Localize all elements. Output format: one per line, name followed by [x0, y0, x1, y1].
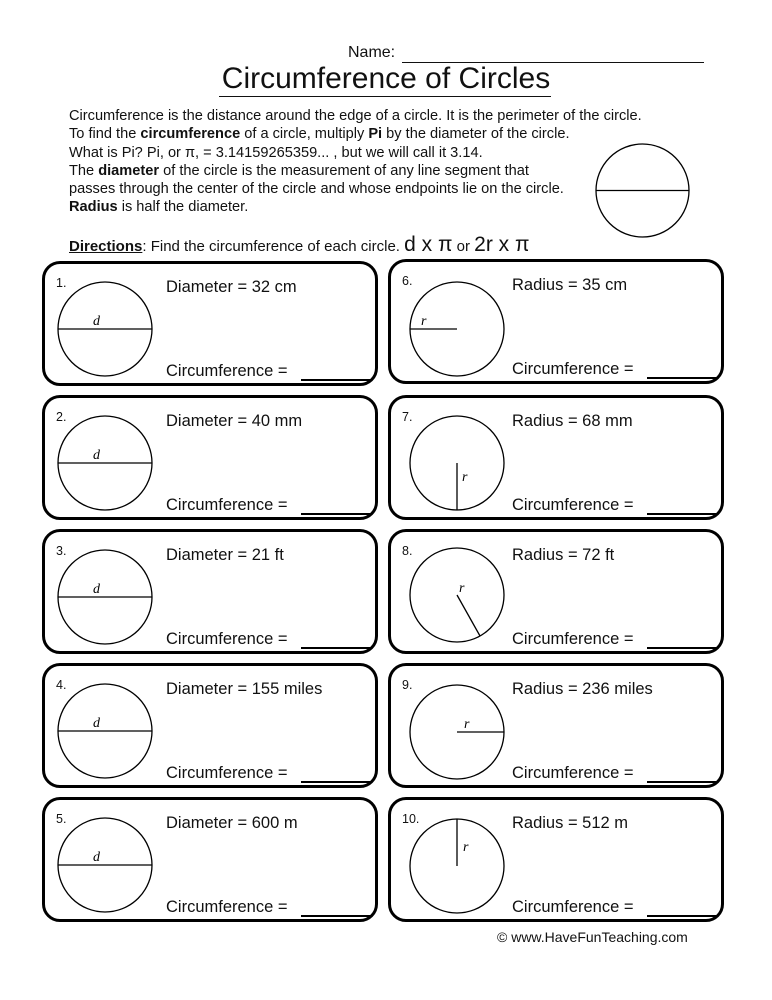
formula-diameter: d x π	[404, 233, 453, 256]
answer-blank[interactable]	[647, 377, 718, 379]
problem-measure: Diameter = 21 ft	[166, 546, 284, 564]
problem-measure: Radius = 35 cm	[512, 276, 628, 294]
problem-number: 3.	[56, 544, 67, 558]
answer-blank[interactable]	[301, 513, 372, 515]
problem-box-2	[42, 395, 378, 520]
intro-line-2-a: To find the	[69, 126, 141, 143]
answer-blank[interactable]	[647, 781, 718, 783]
intro-line-4-a: The	[69, 162, 99, 179]
radius-label: r	[459, 581, 465, 596]
intro-term-diameter: diameter	[98, 162, 160, 179]
problem-box-8	[388, 529, 724, 654]
formula-or: or	[456, 238, 470, 255]
problem-number: 8.	[402, 544, 413, 558]
problem-number: 4.	[56, 678, 67, 692]
radius-label: r	[421, 314, 427, 329]
circumference-label: Circumference =	[166, 898, 288, 916]
problem-box-7	[388, 395, 724, 520]
intro-line-3: What is Pi? Pi, or π, = 3.14159265359... , but we will call it 3.14.	[69, 144, 483, 161]
circumference-label: Circumference =	[512, 496, 634, 514]
problem-number: 5.	[56, 812, 67, 826]
circumference-label: Circumference =	[166, 764, 288, 782]
answer-blank[interactable]	[647, 915, 718, 917]
answer-blank[interactable]	[301, 647, 372, 649]
page-title: Circumference of Circles	[221, 62, 551, 95]
diameter-label: d	[93, 716, 100, 731]
problem-box-4	[42, 663, 378, 788]
directions-label: Directions	[69, 238, 143, 255]
problem-number: 6.	[402, 274, 413, 288]
example-circle-diagram	[595, 143, 690, 238]
answer-blank[interactable]	[301, 379, 372, 381]
intro-line-2-e: by the diameter of the circle.	[382, 126, 570, 143]
diameter-label: d	[93, 582, 100, 597]
problem-number: 1.	[56, 276, 67, 290]
problem-measure: Diameter = 155 miles	[166, 680, 323, 698]
circumference-label: Circumference =	[512, 360, 634, 378]
intro-line-5: passes through the center of the circle and whose endpoints lie on the circle.	[69, 181, 564, 198]
problem-measure: Radius = 68 mm	[512, 412, 633, 430]
problem-box-3	[42, 529, 378, 654]
intro-term-pi: Pi	[368, 126, 383, 143]
problem-measure: Radius = 512 m	[512, 814, 629, 832]
answer-blank[interactable]	[647, 647, 718, 649]
answer-blank[interactable]	[647, 513, 718, 515]
circumference-label: Circumference =	[512, 630, 634, 648]
answer-blank[interactable]	[301, 915, 372, 917]
problem-measure: Diameter = 40 mm	[166, 412, 303, 430]
problem-number: 9.	[402, 678, 413, 692]
circumference-label: Circumference =	[166, 630, 288, 648]
intro-line-6-b: is half the diameter.	[117, 199, 249, 216]
circumference-label: Circumference =	[166, 496, 288, 514]
problem-number: 10.	[402, 812, 420, 826]
problem-box-1	[42, 261, 378, 386]
intro-line-1: Circumference is the distance around the edge of a circle. It is the perimeter of the circle.	[69, 108, 642, 124]
circumference-label: Circumference =	[512, 898, 634, 916]
problem-box-6	[388, 259, 724, 384]
problem-measure: Radius = 72 ft	[512, 546, 615, 564]
problem-measure: Diameter = 600 m	[166, 814, 298, 832]
intro-line-2	[69, 125, 689, 143]
problem-box-10	[388, 797, 724, 922]
radius-label: r	[463, 840, 469, 855]
problem-measure: Diameter = 32 cm	[166, 278, 297, 296]
copyright-footer: © www.HaveFunTeaching.com	[497, 929, 688, 945]
formula-radius: 2r x π	[474, 233, 530, 256]
circumference-label: Circumference =	[512, 764, 634, 782]
title-underline	[219, 96, 551, 97]
directions	[69, 233, 530, 257]
intro-term-circumference: circumference	[140, 126, 241, 143]
diameter-label: d	[93, 314, 100, 329]
radius-label: r	[462, 470, 468, 485]
problem-box-9	[388, 663, 724, 788]
problem-number: 2.	[56, 410, 67, 424]
problem-number: 7.	[402, 410, 413, 424]
radius-label: r	[464, 717, 470, 732]
intro-line-4-c: of the circle is the measurement of any line segment that	[159, 162, 529, 179]
problem-measure: Radius = 236 miles	[512, 680, 653, 698]
answer-blank[interactable]	[301, 781, 372, 783]
intro-line-2-c: of a circle, multiply	[240, 126, 369, 143]
circumference-label: Circumference =	[166, 362, 288, 380]
diameter-label: d	[93, 448, 100, 463]
name-label: Name:	[348, 44, 396, 61]
directions-text: : Find the circumference of each circle.	[142, 238, 400, 255]
diameter-label: d	[93, 850, 100, 865]
intro-term-radius: Radius	[69, 199, 118, 216]
problem-box-5	[42, 797, 378, 922]
